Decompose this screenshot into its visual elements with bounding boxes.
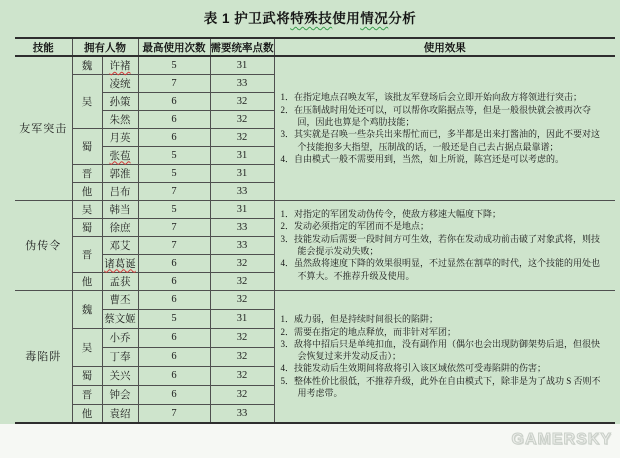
member-name-cell <box>102 218 138 236</box>
effect-item: 1．威力弱，但是持续时间很长的陷阱； <box>280 314 439 325</box>
max-uses-cell: 6 <box>138 110 210 128</box>
member-name: 徐庶 <box>109 222 131 234</box>
gamersky-watermark: GAMERSKY <box>511 431 612 448</box>
max-uses-cell: 6 <box>138 272 210 290</box>
member-name-cell <box>102 236 138 254</box>
faction-cell: 蜀 <box>72 218 102 236</box>
faction-cell: 魏 <box>72 290 102 328</box>
max-uses-cell: 7 <box>138 74 210 92</box>
effect-item: 2．在压制战时用处还可以，可以帮你攻陷据点等，但是一般很快就会被再次夺回，因此也算是个鸡肋技能； <box>280 104 592 127</box>
skill-name-cell: 友军突击 <box>15 56 72 200</box>
max-uses-cell: 5 <box>138 56 210 74</box>
max-uses-cell: 7 <box>138 218 210 236</box>
effect-item: 2．发动必须指定的军团而不是地点； <box>280 221 430 232</box>
effect-item: 3．敌将中招后只是单纯扣血，没有副作用（偶尔也会出现防御架势后退，但很快会恢复过来并发动反击）； <box>280 338 601 362</box>
effect-item: 1．对指定的军团发动伪传令，使敌方移速大幅度下降； <box>280 209 502 220</box>
header-effect: 使用效果 <box>274 38 615 56</box>
faction-cell: 魏 <box>72 56 102 74</box>
member-name: 月英 <box>109 132 131 144</box>
max-uses-cell: 5 <box>138 146 210 164</box>
member-name: 钟会 <box>109 390 131 401</box>
member-name: 邓艾 <box>109 240 131 252</box>
member-name-cell <box>102 366 138 385</box>
member-name: 朱然 <box>109 114 131 126</box>
member-name: 袁绍 <box>109 408 131 420</box>
effect-item: 1．在指定地点召唤友军，该批友军登场后会立即开始向敌方将领进行突击； <box>280 92 583 103</box>
member-name-cell <box>102 146 138 164</box>
max-uses-cell: 7 <box>138 236 210 254</box>
effect-item: 4．技能发动后生效期间将敌将引入该区域依然可受毒陷阱的伤害； <box>280 363 547 374</box>
required-points-cell: 33 <box>210 218 274 236</box>
member-name-cell <box>102 347 138 366</box>
max-uses-cell: 6 <box>138 254 210 272</box>
max-uses-cell: 6 <box>138 92 210 110</box>
max-uses-cell: 5 <box>138 309 210 328</box>
max-uses-cell: 6 <box>138 385 210 404</box>
member-name-cell <box>102 385 138 404</box>
footer-strip <box>0 424 620 458</box>
member-name: 孟获 <box>109 276 131 288</box>
member-name-cell <box>102 328 138 347</box>
faction-cell: 吴 <box>72 200 102 218</box>
effect-item: 4．自由模式一般不需要用到，当然，如上所说，陈宫还是可以考虑的。 <box>280 153 565 164</box>
table-title-text: 使用 <box>332 11 361 26</box>
faction-cell: 他 <box>72 404 102 423</box>
required-points-cell: 33 <box>210 182 274 200</box>
member-name: 蔡文姬 <box>104 314 136 325</box>
member-name-cell <box>102 74 138 92</box>
skills-table <box>15 37 615 424</box>
faction-cell: 吴 <box>72 328 102 366</box>
member-name: 吕布 <box>109 186 131 198</box>
required-points-cell: 32 <box>210 328 274 347</box>
header-skill: 技能 <box>15 38 72 56</box>
max-uses-cell: 6 <box>138 328 210 347</box>
member-name: 丁奉 <box>109 352 131 363</box>
header-max-uses: 最高使用次数 <box>138 38 210 56</box>
effect-item: 3．技能发动后需要一段时间方可生效，若你在发动成功前击破了对象武将，则技能会提示发动失败； <box>280 233 601 256</box>
member-name-cell <box>102 309 138 328</box>
table-title <box>0 0 620 37</box>
member-name-cell <box>102 110 138 128</box>
faction-cell: 他 <box>72 182 102 200</box>
faction-cell: 晋 <box>72 164 102 182</box>
required-points-cell: 33 <box>210 236 274 254</box>
effect-cell <box>274 56 615 200</box>
skill-name-cell: 伪传令 <box>15 200 72 290</box>
faction-cell: 蜀 <box>72 128 102 164</box>
effect-item: 4．虽然敌将速度下降的效果很明显，不过显然在割草的时代，这个技能的用处也不算大。不推荐升级及使用。 <box>280 258 601 281</box>
faction-cell: 蜀 <box>72 366 102 385</box>
effect-item: 5．整体性价比很低，不推荐升级，此外在自由模式下，除非是为了战功 S 否则不用考虑带。 <box>280 375 601 398</box>
required-points-cell: 31 <box>210 146 274 164</box>
member-name-cell <box>102 128 138 146</box>
member-name-cell <box>102 272 138 290</box>
skills-table-body <box>15 56 615 423</box>
member-name: 曹丕 <box>109 295 131 306</box>
max-uses-cell: 7 <box>138 182 210 200</box>
required-points-cell: 31 <box>210 309 274 328</box>
table-title-text: 特殊技 <box>290 11 333 26</box>
required-points-cell: 31 <box>210 164 274 182</box>
required-points-cell: 32 <box>210 366 274 385</box>
max-uses-cell: 6 <box>138 128 210 146</box>
required-points-cell: 32 <box>210 272 274 290</box>
member-name-cell <box>102 404 138 423</box>
member-name-cell <box>102 254 138 272</box>
faction-cell: 吴 <box>72 74 102 128</box>
max-uses-cell: 7 <box>138 404 210 423</box>
member-name: 韩当 <box>109 204 131 216</box>
header-owners: 拥有人物 <box>72 38 138 56</box>
member-name-cell <box>102 200 138 218</box>
effect-cell <box>274 290 615 423</box>
member-name-cell <box>102 92 138 110</box>
max-uses-cell: 6 <box>138 290 210 309</box>
member-name: 关兴 <box>109 371 131 382</box>
member-name: 诸葛诞 <box>104 258 136 270</box>
required-points-cell: 32 <box>210 254 274 272</box>
required-points-cell: 33 <box>210 74 274 92</box>
max-uses-cell: 5 <box>138 200 210 218</box>
member-name-cell <box>102 182 138 200</box>
member-name: 凌统 <box>109 78 131 90</box>
member-name: 张苞 <box>109 150 131 162</box>
effect-item: 2．需要在指定的地点释放，而非针对军团； <box>280 326 457 337</box>
max-uses-cell: 6 <box>138 347 210 366</box>
required-points-cell: 33 <box>210 404 274 423</box>
table-row <box>15 56 615 74</box>
max-uses-cell: 5 <box>138 164 210 182</box>
member-name: 郭淮 <box>109 168 131 180</box>
member-name-cell <box>102 56 138 74</box>
required-points-cell: 32 <box>210 92 274 110</box>
required-points-cell: 32 <box>210 347 274 366</box>
required-points-cell: 32 <box>210 290 274 309</box>
required-points-cell: 31 <box>210 56 274 74</box>
required-points-cell: 31 <box>210 200 274 218</box>
effect-item: 3．其实就是召唤一些杂兵出来帮忙而已，多半都是出来打酱油的，因此不要对这个技能抱多大指望，压制战的话，一般还是自己去占据点最靠谱； <box>280 129 601 152</box>
member-name: 许褚 <box>109 60 131 72</box>
header-row <box>15 38 615 56</box>
faction-cell: 他 <box>72 272 102 290</box>
member-name-cell <box>102 290 138 309</box>
member-name-cell <box>102 164 138 182</box>
member-name: 小乔 <box>109 333 131 344</box>
table-title-text: 分析 <box>388 11 417 26</box>
required-points-cell: 32 <box>210 110 274 128</box>
required-points-cell: 32 <box>210 385 274 404</box>
faction-cell: 晋 <box>72 236 102 272</box>
table-row <box>15 290 615 309</box>
required-points-cell: 32 <box>210 128 274 146</box>
skill-name-cell: 毒陷阱 <box>15 290 72 423</box>
max-uses-cell: 6 <box>138 366 210 385</box>
faction-cell: 晋 <box>72 385 102 404</box>
header-required-leadership: 需要统率点数 <box>210 38 274 56</box>
member-name: 孙策 <box>109 96 131 108</box>
table-row <box>15 200 615 218</box>
table-title-text: 情况 <box>360 11 389 26</box>
table-title-text: 表 1 护卫武将 <box>203 11 291 26</box>
effect-cell <box>274 200 615 290</box>
